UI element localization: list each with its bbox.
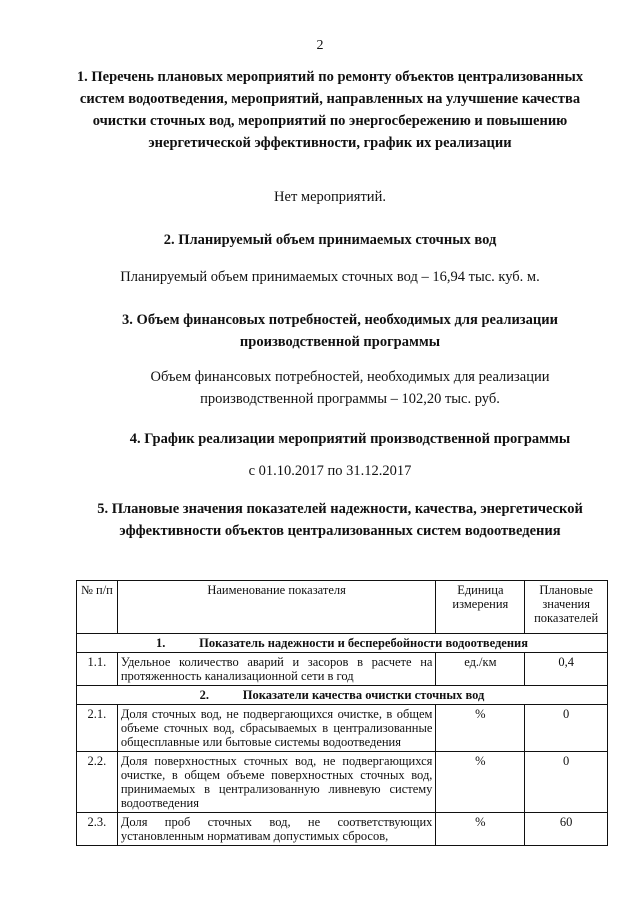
- row-name: Доля поверхностных сточных вод, не подвергающихся очистке, в общем объеме поверхностных сточных вод, принимаемых в централизованную ливневую систему водоотведения: [117, 752, 436, 813]
- group-2-title: Показатели качества очистки сточных вод: [242, 688, 485, 702]
- table-header-row: [77, 581, 608, 634]
- row-unit: %: [436, 813, 525, 846]
- header-value: Плановые значения показателей: [525, 581, 608, 634]
- indicators-table: [76, 580, 608, 846]
- section-1-text: Нет мероприятий.: [274, 189, 386, 205]
- section-2-heading: 2. Планируемый объем принимаемых сточных вод: [163, 232, 497, 248]
- table-row: [77, 813, 608, 846]
- header-unit: Единица измерения: [436, 581, 525, 634]
- row-value: 0,4: [525, 653, 608, 686]
- row-num: 2.2.: [77, 752, 118, 813]
- section-4-heading: 4. График реализации мероприятий производственной программы: [129, 431, 571, 447]
- section-5-heading: 5. Плановые значения показателей надежности, качества, энергетической эффективности объектов централизованных систем водоотведения: [97, 501, 583, 539]
- section-2-text: Планируемый объем принимаемых сточных вод – 16,94 тыс. куб. м.: [120, 269, 540, 285]
- page-number: 2: [316, 38, 324, 53]
- section-4-text: с 01.10.2017 по 31.12.2017: [248, 463, 412, 479]
- table-row: [77, 752, 608, 813]
- group-2-num: 2.: [199, 688, 209, 702]
- table-row: [77, 653, 608, 686]
- section-3-heading: 3. Объем финансовых потребностей, необходимых для реализации производственной программы: [122, 312, 558, 350]
- row-value: 0: [525, 752, 608, 813]
- row-num: 1.1.: [77, 653, 118, 686]
- group-1-title: Показатель надежности и бесперебойности водоотведения: [199, 636, 529, 650]
- section-1-heading: 1. Перечень плановых мероприятий по ремонту объектов централизованных систем водоотведения, мероприятий, направленных на улучшение качества очистки сточных вод, мероприятий по энергосбережению и повышению энергетической эффективности, график их реализации: [76, 69, 584, 151]
- section-3-text: Объем финансовых потребностей, необходимых для реализации производственной программы – 102,20 тыс. руб.: [150, 369, 550, 407]
- header-num: № п/п: [77, 581, 118, 634]
- row-num: 2.3.: [77, 813, 118, 846]
- row-unit: %: [436, 752, 525, 813]
- row-name: Удельное количество аварий и засоров в расчете на протяженность канализационной сети в год: [117, 653, 436, 686]
- row-name: Доля проб сточных вод, не соответствующих установленным нормативам допустимых сбросов,: [117, 813, 436, 846]
- row-num: 2.1.: [77, 705, 118, 752]
- table-group-row: [77, 686, 608, 705]
- table-row: [77, 705, 608, 752]
- header-name: Наименование показателя: [117, 581, 436, 634]
- group-1-num: 1.: [155, 636, 166, 650]
- table-group-row: [77, 634, 608, 653]
- row-name: Доля сточных вод, не подвергающихся очистке, в общем объеме сточных вод, сбрасываемых в централизованные общесплавные или бытовые системы водоотведения: [117, 705, 436, 752]
- row-unit: %: [436, 705, 525, 752]
- row-unit: ед./км: [436, 653, 525, 686]
- row-value: 60: [525, 813, 608, 846]
- row-value: 0: [525, 705, 608, 752]
